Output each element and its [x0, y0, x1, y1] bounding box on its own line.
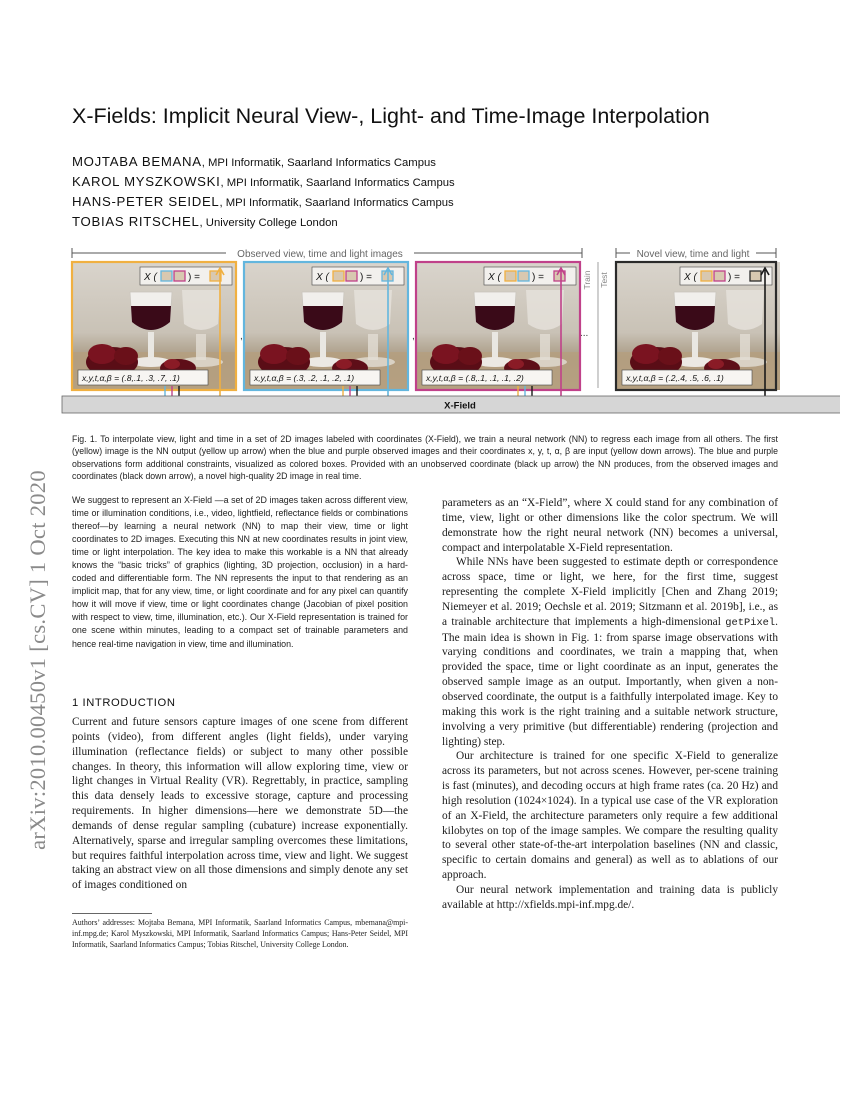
footnote-rule	[72, 913, 152, 914]
novel-label: Novel view, time and light	[636, 249, 750, 260]
author-line	[72, 213, 338, 231]
sep-comma: ,	[240, 331, 243, 342]
author-line	[72, 153, 436, 171]
figure-1	[60, 240, 840, 420]
figure-panel-4	[616, 262, 780, 390]
intro-paragraph: Our architecture is trained for one specific X-Field to generalize across its parameters, but not across scenes. However, per-scene training is fast (minutes), and decoding occurs at high frame rates (ca. 20 Hz) and high resolution (1024×1024). In a typical use case of the VR exploration of an X-Field, the architecture parameters only require a few additional kilobytes on top of the image samples. We compare the resulting quality to several other state-of-the-art interpolation baselines (NN and classic, specific to certain domains and general) as well as to ablations of our approach.	[442, 750, 778, 882]
sep-comma: ,	[412, 331, 415, 342]
eq-label: ) =	[360, 272, 372, 283]
author-affiliation: , MPI Informatik, Saarland Informatics Campus	[201, 157, 436, 169]
figure-panel-2	[244, 262, 408, 390]
coords-label: x,y,t,α,β = (.8,.1, .3, .7, .1)	[82, 373, 180, 383]
eq-label: ) =	[728, 272, 740, 283]
intro-paragraph: parameters as an “X-Field”, where X could stand for any combination of time, view, light or other dimensions like the color spectrum. We will demonstrate how the right neural network (NN) becomes a universal, compact and interpolatable X-Field representation.	[442, 497, 778, 554]
author-line	[72, 173, 455, 191]
coords-label: x,y,t,α,β = (.2,.4, .5, .6, .1)	[626, 373, 724, 383]
figure-panel-1	[72, 262, 236, 390]
sep-dots: ...	[580, 328, 589, 339]
coords-label: x,y,t,α,β = (.3, .2, .1, .2, .1)	[254, 373, 355, 383]
arxiv-stamp: arXiv:2010.00450v1 [cs.CV] 1 Oct 2020	[25, 470, 50, 850]
train-label: Train	[582, 270, 592, 290]
author-affiliation: , MPI Informatik, Saarland Informatics Campus	[219, 197, 454, 209]
eq-label: ) =	[188, 272, 200, 283]
intro-column-right	[442, 496, 778, 913]
footnote-addresses: Authors’ addresses: Mojtaba Bemana, MPI Informatik, Saarland Informatics Campus, mbemana@mpi-inf.mpg.de; Karol Myszkowski, MPI Informatik, Saarland Informatics Campus; Hans-Peter Seidel, MPI Informatik, Saarland Informatics Campus; Tobias Ritschel, University College London.	[72, 918, 408, 950]
author-name: MOJTABA BEMANA	[72, 154, 202, 169]
author-name: TOBIAS RITSCHEL	[72, 214, 200, 229]
test-label: Test	[599, 272, 609, 288]
eq-label: ) =	[532, 272, 544, 283]
x-func-label: X (	[144, 272, 157, 283]
coords-label: x,y,t,α,β = (.8,.1, .1, .1, .2)	[426, 373, 524, 383]
author-line	[72, 193, 454, 211]
intro-paragraph: Current and future sensors capture images of one scene from different points (video), from different angles (light fields), under varying illumination (reflectance fields) or subject to many other possible changes. In theory, this information will allow exploring time, view or light changes in Virtual Reality (VR). Regrettably, in practice, sampling this data densely leads to excessive storage, capture and processing requirements. In higher dimensions—here we demonstrate 5D—the demands of dense regular sampling (cubature) increase exponentially. Alternatively, sparse and irregular sampling overcomes these limitations, but requires faithful interpolation across time, view and light. We suggest taking an abstract view on all those dimensions and simply denote any set of images conditioned on	[72, 716, 408, 892]
author-affiliation: , MPI Informatik, Saarland Informatics Campus	[220, 177, 455, 189]
figure-caption: Fig. 1. To interpolate view, light and time in a set of 2D images labeled with coordinates (X-Field), we train a neural network (NN) to regress each image from all others. The first (yellow) image is the NN output (yellow up arrow) when the blue and purple observed images and their coordinates x, y, t, α, β are input (yellow down arrows). The blue and purple observations form additional constraints, visualized as colored boxes. Provided with an unobserved coordinate (black up arrow) the NN produces, from the observed images and coordinates (black down arrow), a novel high-quality 2D image in real time.	[72, 434, 778, 482]
x-func-label: X (	[316, 272, 329, 283]
paper-title: X-Fields: Implicit Neural View-, Light- and Time-Image Interpolation	[72, 104, 710, 128]
figure-panel-3	[416, 262, 580, 390]
abstract: We suggest to represent an X-Field —a set of 2D images taken across different view, time or illumination conditions, i.e., video, lightfield, reflectance fields or combinations thereof—by learning a neural network (NN) to map their view, time or light coordinates to 2D images. Executing this NN at new coordinates results in joint view, time or light interpolation. The key idea to make this workable is a NN that already knows the “basic tricks” of graphics (lighting, 3D projection, occlusion) in a hard-coded and differentiable form. The NN represents the input to that rendering as an implicit map, that for any view, time, or light coordinate and for any pixel can quantify how it will move if view, time or light coordinates change (Jacobian of pixel position with respect to view, time, illumination, etc.). Our X-Field representation is trained for one scene within minutes, leading to a compact set of trainable parameters and hence real-time navigation in view, time and illumination.	[72, 495, 408, 649]
intro-paragraph: While NNs have been suggested to estimate depth or correspondence across space, time or light, we here, for the first time, suggest representing the complete X-Field implicitly [Chen and Zhang 2019; Niemeyer et al. 2019; Oechsle et al. 2019; Sitzmann et al. 2019b], i.e., as a trainable architecture that implements a high-dimensional getPixel. The main idea is shown in Fig. 1: from sparse image observations with varying conditions and coordinates, we train a mapping that, when provided the space, time or light coordinate as an input, generates the observed sample image as an output. Importantly, when given a non-observed coordinate, the output is a faithfully interpolated image. Key to making this work is the right training and a suitable network structure, involving a very primitive (but differentiable) rendering (projection and lighting) step.	[442, 556, 778, 748]
intro-paragraph: Our neural network implementation and training data is publicly available at http://xfields.mpi-inf.mpg.de/.	[442, 883, 778, 911]
x-func-label: X (	[488, 272, 501, 283]
intro-column-left	[72, 715, 408, 893]
author-affiliation: , University College London	[199, 217, 338, 229]
code-getpixel: getPixel	[725, 616, 776, 629]
author-name: KAROL MYSZKOWSKI	[72, 174, 221, 189]
xfield-label: X-Field	[444, 400, 476, 412]
observed-label: Observed view, time and light images	[237, 249, 403, 260]
author-name: HANS-PETER SEIDEL	[72, 194, 220, 209]
x-func-label: X (	[684, 272, 697, 283]
section-heading: 1 INTRODUCTION	[72, 697, 176, 709]
